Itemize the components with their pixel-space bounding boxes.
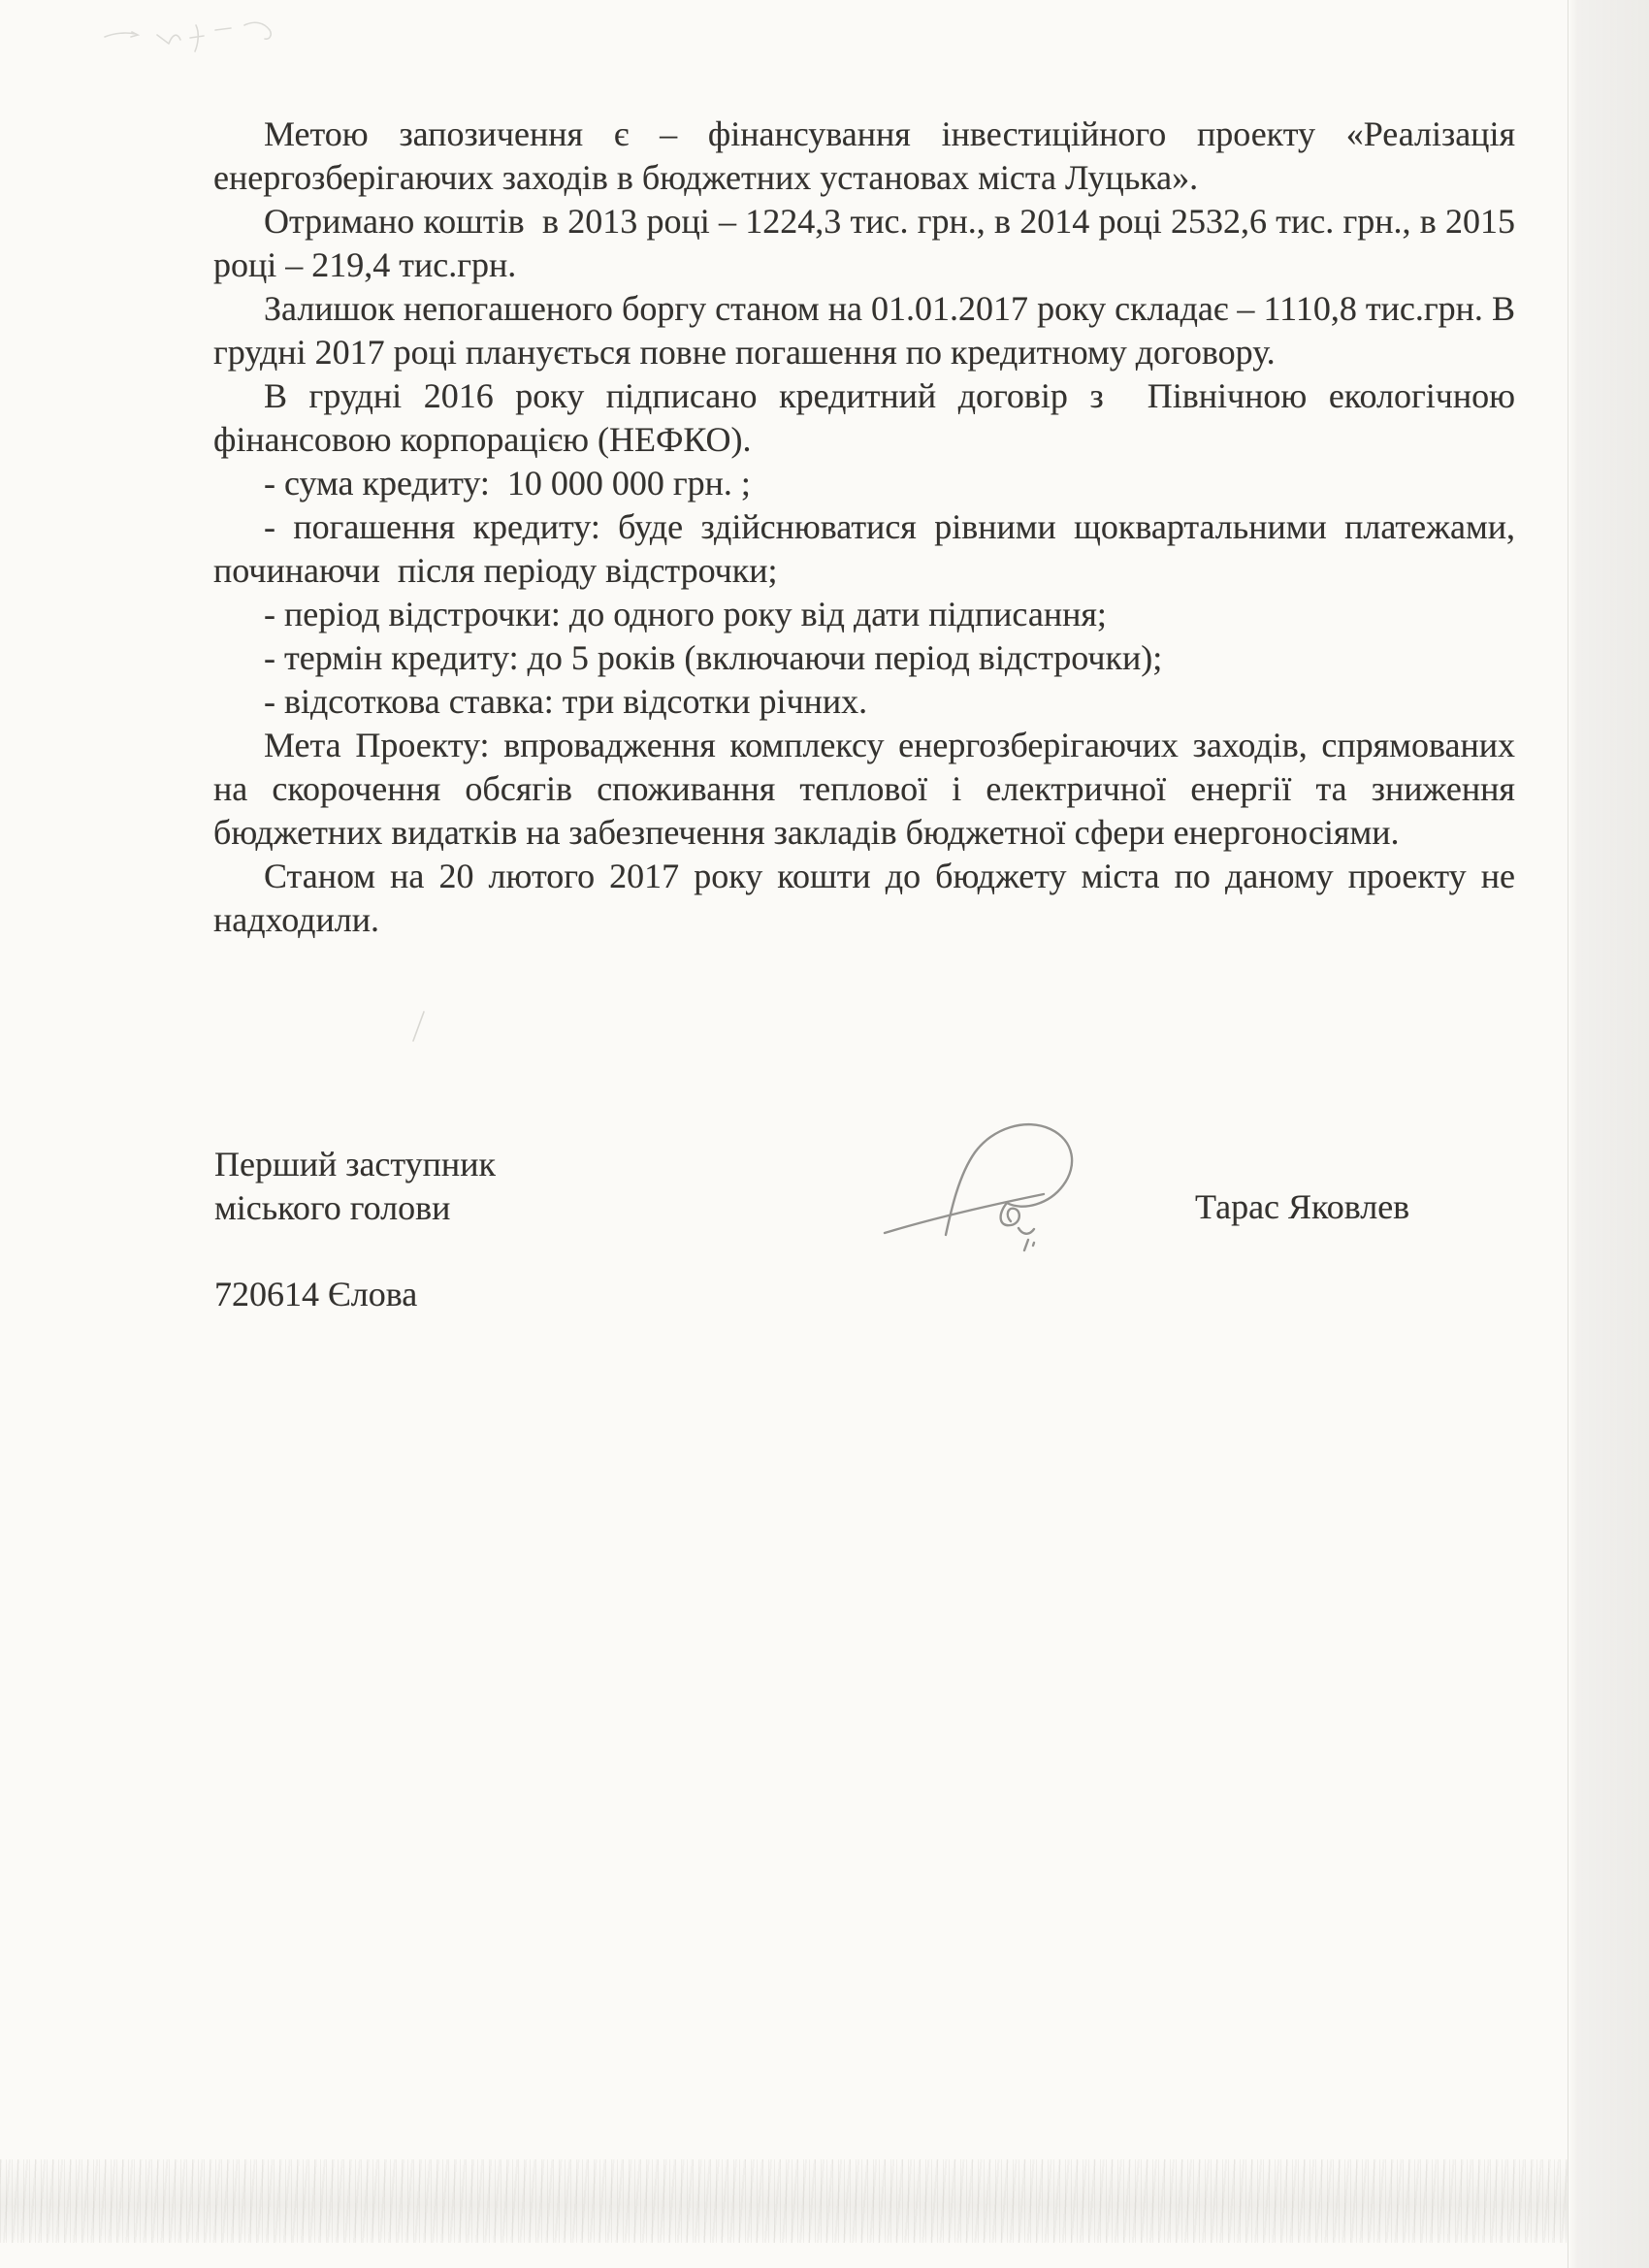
signer-role-line1: Перший заступник — [214, 1145, 496, 1183]
handwritten-signature-icon — [863, 1106, 1116, 1271]
document-paragraph: Мета Проекту: впровадження комплексу енергозберігаючих заходів, спрямованих на скорочення обсягів споживання теплової і електричної енергії та зниження бюджетних видатків на забезпечення закладів бюджетної сфери енергоносіями. — [213, 726, 1524, 852]
document-text-body — [213, 113, 1524, 942]
document-paragraph: В грудні 2016 року підписано кредитний договір з Північною екологічною фінансовою корпорацією (НЕФКО). — [213, 376, 1524, 459]
scan-noise-strip — [0, 2159, 1568, 2243]
document-paragraph: Залишок непогашеного боргу станом на 01.01.2017 року складає – 1110,8 тис.грн. В грудні 2017 році планується повне погашення по кредитному договору. — [213, 289, 1524, 372]
page-edge-shadow — [1568, 0, 1649, 2268]
list-item-grace-period: - період відстрочки: до одного року від дати підписання; — [264, 595, 1107, 633]
signer-role-line2: міського голови — [214, 1188, 451, 1227]
document-paragraph: Станом на 20 лютого 2017 року кошти до бюджету міста по даному проекту не надходили. — [213, 857, 1524, 939]
signer-role — [214, 1143, 496, 1230]
stray-pen-mark — [409, 1009, 429, 1044]
signer-name: Тарас Яковлев — [1195, 1187, 1410, 1226]
document-paragraph: Метою запозичення є – фінансування інвестиційного проекту «Реалізація енергозберігаючих заходів в бюджетних установах міста Луцька». — [213, 114, 1524, 197]
list-item-interest-rate: - відсоткова ставка: три відсотки річних. — [264, 682, 868, 721]
list-item-repayment: - погашення кредиту: буде здійснюватися рівними щоквартальними платежами, починаючи після періоду відстрочки; — [213, 507, 1524, 590]
pencil-scribble-marks — [97, 6, 310, 54]
executor-code: 720614 Єлова — [214, 1275, 418, 1313]
document-paragraph: Отримано коштів в 2013 році – 1224,3 тис. грн., в 2014 році 2532,6 тис. грн., в 2015 році – 219,4 тис.грн. — [213, 202, 1524, 284]
list-item-credit-sum: - сума кредиту: 10 000 000 грн. ; — [264, 464, 751, 502]
list-item-credit-term: - термін кредиту: до 5 років (включаючи період відстрочки); — [264, 638, 1163, 677]
